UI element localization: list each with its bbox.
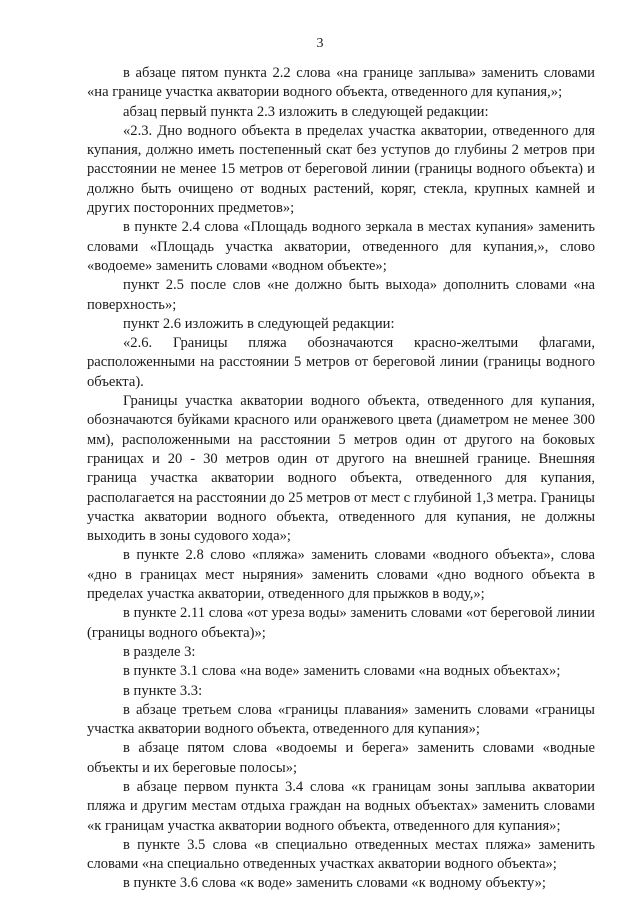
paragraph-17: в пункте 3.5 слова «в специально отведенных местах пляжа» заменить словами «на специально отведенных участках акватории водного объекта»; [87,836,595,873]
document-body [87,64,595,894]
paragraph-9: в пункте 2.8 слово «пляжа» заменить словами «водного объекта», слова «дно в границах мест ныряния» заменить словами «дно водного объекта в пределах участка акватории, отведенного для прыжков в воду,»; [87,547,595,603]
paragraph-4: в пункте 2.4 слова «Площадь водного зеркала в местах купания» заменить словами «Площадь участка акватории, отведенного для купания,», слово «водоеме» заменить словами «водном объекте»; [87,219,595,274]
page-number: 3 [316,36,324,51]
paragraph-16: в абзаце первом пункта 3.4 слова «к границам зоны заплыва акватории пляжа и другим местам отдыха граждан на водных объектах» заменить словами «к границам участка акватории водного объекта, отведенного для купания»; [87,778,595,834]
paragraph-8: Границы участка акватории водного объекта, отведенного для купания, обозначаются буйками красного или оранжевого цвета (диаметром не менее 300 мм), расположенными на расстоянии 5 метров один от другого на боковых границах и 20 - 30 метров один от другого на внешней границе. Внешняя граница участка акватории водного объекта, отведенного для купания, располагается на расстоянии до 25 метров от мест с глубиной 1,3 метра. Границы участка акватории водного объекта, отведенного для купания, не должны выходить в зоны судового хода»; [87,393,595,545]
paragraph-10: в пункте 2.11 слова «от уреза воды» заменить словами «от береговой линии (границы водного объекта)»; [87,605,595,641]
paragraph-12: в пункте 3.1 слова «на воде» заменить словами «на водных объектах»; [123,663,561,680]
paragraph-14: в абзаце третьем слова «границы плавания» заменить словами «границы участка акватории водного объекта, отведенного для купания»; [87,701,595,738]
paragraph-7: «2.6. Границы пляжа обозначаются красно-желтыми флагами, расположенными на расстоянии 5 метров от береговой линии (границы водного объекта). [87,335,595,390]
paragraph-18: в пункте 3.6 слова «к воде» заменить словами «к водному объекту»; [123,875,546,892]
paragraph-3: «2.3. Дно водного объекта в пределах участка акватории, отведенного для купания, должно иметь постепенный скат без уступов до глубины 2 метров при расстоянии не менее 15 метров от береговой линии (границы водного объекта) и должно быть очищено от водных растений, коряг, стекла, крупных камней и других посторонних предметов»; [87,122,595,217]
paragraph-15: в абзаце пятом слова «водоемы и берега» заменить словами «водные объекты и их береговые полосы»; [87,740,595,776]
paragraph-6: пункт 2.6 изложить в следующей редакции: [123,315,395,332]
paragraph-5: пункт 2.5 после слов «не должно быть выхода» дополнить словами «на поверхность»; [87,277,595,313]
paragraph-2: абзац первый пункта 2.3 изложить в следующей редакции: [123,103,489,120]
paragraph-13: в пункте 3.3: [123,682,203,699]
paragraph-1: в абзаце пятом пункта 2.2 слова «на границе заплыва» заменить словами «на границе участка акватории водного объекта, отведенного для купания,»; [87,65,595,101]
paragraph-11: в разделе 3: [123,643,196,660]
